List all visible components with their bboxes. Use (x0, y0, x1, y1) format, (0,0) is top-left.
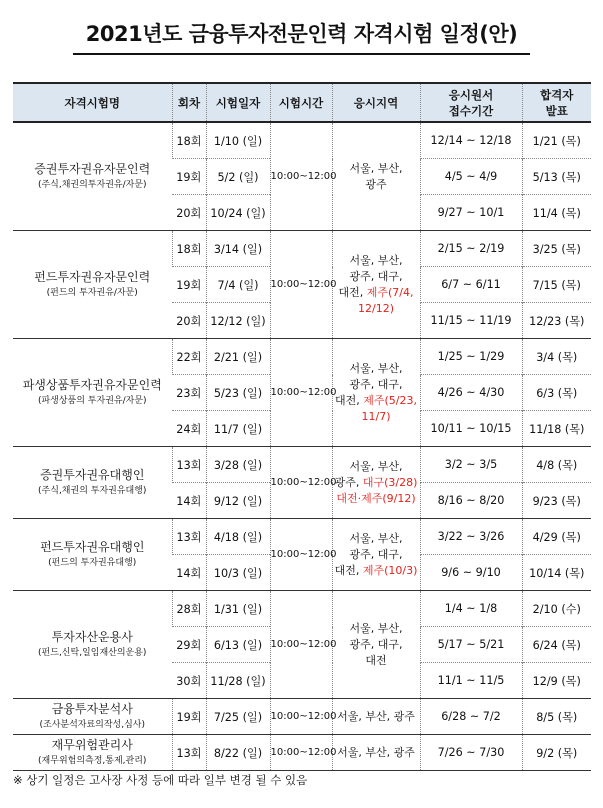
exam-description: (파생상품의 투자권유/자문) (37, 396, 147, 406)
region-cell (332, 231, 420, 339)
exam-name: 펀드투자권유자문인력 (34, 270, 151, 284)
header-region: 응시지역 (332, 83, 420, 122)
round-cell: 19회 (172, 699, 206, 735)
result-date-cell: 1/21 (목) (522, 122, 591, 159)
header-date: 시험일자 (206, 83, 270, 122)
exam-description: (주식,채권의투자권유/자문) (37, 180, 147, 190)
region-text: 서울, 부산, 광주 (337, 745, 415, 759)
table-row (13, 339, 591, 375)
round-cell: 13회 (172, 447, 206, 483)
result-date-cell: 12/9 (목) (522, 663, 591, 699)
round-cell: 14회 (172, 555, 206, 591)
header-result (522, 83, 591, 122)
region-text: 서울, 부산, (349, 161, 403, 175)
result-date-cell: 4/29 (목) (522, 519, 591, 555)
region-text: 광주, (334, 475, 363, 489)
exam-time-cell: 10:00~12:00 (270, 122, 332, 231)
result-date-cell: 9/23 (목) (522, 483, 591, 519)
header-period (420, 83, 522, 122)
application-period-cell: 9/6 ~ 9/10 (420, 555, 522, 591)
application-period-cell: 4/5 ~ 4/9 (420, 159, 522, 195)
region-text: 서울, 부산, 광주 (337, 709, 415, 723)
table-row (13, 231, 591, 267)
exam-date-cell: 3/14 (일) (206, 231, 270, 267)
table-header-row (13, 83, 591, 122)
exam-name: 투자자산운용사 (51, 630, 133, 644)
table-row (13, 447, 591, 483)
round-cell: 18회 (172, 122, 206, 159)
region-text: 광주, 대구, (349, 269, 403, 283)
page-title: 2021년도 금융투자전문인력 자격시험 일정(안) (85, 22, 518, 46)
exam-date-cell: 11/7 (일) (206, 411, 270, 447)
region-text: 서울, 부산, (349, 253, 403, 267)
application-period-cell: 10/11 ~ 10/15 (420, 411, 522, 447)
round-cell: 20회 (172, 195, 206, 231)
round-cell: 19회 (172, 159, 206, 195)
region-text: 대전, (335, 393, 364, 407)
exam-time-cell: 10:00~12:00 (270, 447, 332, 519)
exam-description: (재무위험의측정,통제,관리) (38, 756, 147, 766)
exam-date-cell: 10/24 (일) (206, 195, 270, 231)
exam-name-cell (13, 699, 172, 735)
region-cell (332, 339, 420, 447)
application-period-cell: 1/4 ~ 1/8 (420, 591, 522, 627)
exam-date-cell: 10/3 (일) (206, 555, 270, 591)
header-result-line2: 발표 (545, 103, 568, 118)
exam-description: (펀드,신탁,일임재산의운용) (38, 648, 147, 658)
table-row (13, 735, 591, 771)
exam-description: (펀드의 투자권유대행) (48, 558, 137, 568)
round-cell: 13회 (172, 519, 206, 555)
exam-date-cell: 7/25 (일) (206, 699, 270, 735)
exam-description: (조사분석자료의작성,심사) (39, 720, 146, 730)
round-cell: 28회 (172, 591, 206, 627)
region-cell (332, 735, 420, 771)
region-text: 서울, 부산, (349, 361, 403, 375)
exam-date-cell: 5/2 (일) (206, 159, 270, 195)
exam-name: 재무위험관리사 (51, 738, 133, 752)
application-period-cell: 5/17 ~ 5/21 (420, 627, 522, 663)
result-date-cell: 2/10 (수) (522, 591, 591, 627)
region-highlight: 대전·제주(9/12) (336, 491, 416, 505)
region-text: 서울, 부산, (349, 621, 403, 635)
application-period-cell: 6/7 ~ 6/11 (420, 267, 522, 303)
exam-description: (펀드의 투자권유/자문) (46, 288, 138, 298)
exam-time-cell: 10:00~12:00 (270, 339, 332, 447)
application-period-cell: 11/15 ~ 11/19 (420, 303, 522, 339)
result-date-cell: 6/24 (목) (522, 627, 591, 663)
result-date-cell: 9/2 (목) (522, 735, 591, 771)
table-row (13, 591, 591, 627)
exam-name-cell (13, 735, 172, 771)
exam-name: 증권투자권유자문인력 (34, 162, 151, 176)
region-highlight: 11/7) (361, 409, 391, 423)
exam-date-cell: 1/31 (일) (206, 591, 270, 627)
application-period-cell: 3/2 ~ 3/5 (420, 447, 522, 483)
exam-date-cell: 1/10 (일) (206, 122, 270, 159)
table-row (13, 519, 591, 555)
application-period-cell: 9/27 ~ 10/1 (420, 195, 522, 231)
header-period-line2: 접수기간 (448, 103, 494, 118)
region-text: 광주 (365, 177, 387, 191)
region-cell (332, 122, 420, 231)
region-cell (332, 447, 420, 519)
region-cell (332, 591, 420, 699)
result-date-cell: 8/5 (목) (522, 699, 591, 735)
round-cell: 23회 (172, 375, 206, 411)
application-period-cell: 12/14 ~ 12/18 (420, 122, 522, 159)
region-highlight: 대구(3/28) (362, 475, 418, 489)
table-body (13, 122, 591, 771)
region-highlight: 제주(10/3) (362, 563, 418, 577)
exam-time-cell: 10:00~12:00 (270, 591, 332, 699)
exam-name-cell (13, 447, 172, 519)
round-cell: 22회 (172, 339, 206, 375)
header-time: 시험시간 (270, 83, 332, 122)
exam-schedule-table (13, 82, 591, 771)
exam-date-cell: 2/21 (일) (206, 339, 270, 375)
region-text: 광주, 대구, (349, 377, 403, 391)
result-date-cell: 11/18 (목) (522, 411, 591, 447)
exam-name-cell (13, 122, 172, 231)
result-date-cell: 6/3 (목) (522, 375, 591, 411)
round-cell: 30회 (172, 663, 206, 699)
region-text: 대전, (334, 563, 363, 577)
exam-name: 펀드투자권유대행인 (40, 540, 145, 554)
header-period-line1: 응시원서 (448, 87, 494, 102)
application-period-cell: 4/26 ~ 4/30 (420, 375, 522, 411)
region-highlight: 12/12) (358, 301, 394, 315)
header-round: 회차 (172, 83, 206, 122)
application-period-cell: 11/1 ~ 11/5 (420, 663, 522, 699)
exam-date-cell: 11/28 (일) (206, 663, 270, 699)
region-text: 광주, 대구, (349, 637, 403, 651)
region-text: 서울, 부산, (349, 459, 403, 473)
exam-name-cell (13, 519, 172, 591)
table-row (13, 699, 591, 735)
exam-name: 금융투자분석사 (51, 702, 133, 716)
region-text: 대전, (338, 285, 367, 299)
round-cell: 29회 (172, 627, 206, 663)
application-period-cell: 8/16 ~ 8/20 (420, 483, 522, 519)
exam-name-cell (13, 231, 172, 339)
exam-name-cell (13, 591, 172, 699)
result-date-cell: 10/14 (목) (522, 555, 591, 591)
exam-date-cell: 3/28 (일) (206, 447, 270, 483)
exam-date-cell: 6/13 (일) (206, 627, 270, 663)
result-date-cell: 3/25 (목) (522, 231, 591, 267)
exam-time-cell: 10:00~12:00 (270, 699, 332, 735)
exam-name-cell (13, 339, 172, 447)
application-period-cell: 3/22 ~ 3/26 (420, 519, 522, 555)
region-highlight: 제주(7/4, (366, 285, 414, 299)
result-date-cell: 3/4 (목) (522, 339, 591, 375)
exam-date-cell: 7/4 (일) (206, 267, 270, 303)
exam-date-cell: 5/23 (일) (206, 375, 270, 411)
round-cell: 13회 (172, 735, 206, 771)
round-cell: 18회 (172, 231, 206, 267)
footnote: ※ 상기 일정은 고사장 사정 등에 따라 일부 변경 될 수 있음 (13, 773, 308, 787)
round-cell: 24회 (172, 411, 206, 447)
exam-description: (주식,채권의 투자권유대행) (38, 486, 147, 496)
result-date-cell: 4/8 (목) (522, 447, 591, 483)
region-text: 대전 (365, 653, 387, 667)
region-text: 광주, 대구, (349, 547, 403, 561)
result-date-cell: 11/4 (목) (522, 195, 591, 231)
result-date-cell: 12/23 (목) (522, 303, 591, 339)
region-text: 서울, 부산, (349, 531, 403, 545)
round-cell: 19회 (172, 267, 206, 303)
application-period-cell: 6/28 ~ 7/2 (420, 699, 522, 735)
exam-date-cell: 8/22 (일) (206, 735, 270, 771)
region-cell (332, 699, 420, 735)
result-date-cell: 7/15 (목) (522, 267, 591, 303)
exam-date-cell: 9/12 (일) (206, 483, 270, 519)
exam-name: 파생상품투자권유자문인력 (22, 378, 162, 392)
round-cell: 14회 (172, 483, 206, 519)
round-cell: 20회 (172, 303, 206, 339)
result-date-cell: 5/13 (목) (522, 159, 591, 195)
exam-time-cell: 10:00~12:00 (270, 231, 332, 339)
exam-time-cell: 10:00~12:00 (270, 735, 332, 771)
exam-date-cell: 4/18 (일) (206, 519, 270, 555)
title-underline (73, 53, 530, 55)
application-period-cell: 7/26 ~ 7/30 (420, 735, 522, 771)
table-row (13, 122, 591, 159)
exam-time-cell: 10:00~12:00 (270, 519, 332, 591)
header-result-line1: 합격자 (540, 87, 574, 102)
region-cell (332, 519, 420, 591)
region-highlight: 제주(5/23, (363, 393, 417, 407)
application-period-cell: 1/25 ~ 1/29 (420, 339, 522, 375)
application-period-cell: 2/15 ~ 2/19 (420, 231, 522, 267)
exam-date-cell: 12/12 (일) (206, 303, 270, 339)
header-name: 자격시험명 (13, 83, 172, 122)
exam-name: 증권투자권유대행인 (40, 468, 145, 482)
